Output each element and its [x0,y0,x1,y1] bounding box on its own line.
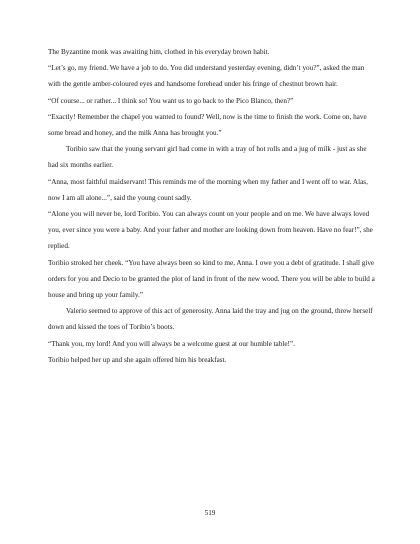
paragraph: “Thank you, my lord! And you will always be a welcome guest at our humble table!”. [48,339,295,348]
paragraph: “Exactly! Remember the chapel you wanted to found? Well, now is the time to finish the work. Come on, have some bread and honey, and the milk Anna has brought you.” [48,112,367,138]
body-text [48,44,375,368]
paragraph: “Anna, most faithful maidservant! This reminds me of the morning when my father and I went off to war. Alas, now I am all alone...”, said the young count sadly. [48,177,368,202]
paragraph: “Let’s go, my friend. We have a job to do. You did understand yesterday evening, didn’t you?”, asked the man with the gentle amber-coloured eyes and handsome forehead under his fringe of chestnut brown hair. [48,64,365,89]
paragraph: Toribio stroked her cheek. “You have always been so kind to me, Anna. I owe you a debt of gratitude. I shall give orders for you and Decio to be granted the plot of land in front of the new wood. There you will be able to build a house and bring up your family.” [48,258,375,300]
paragraph: “Alone you will never be, lord Toribio. You can always count on your people and on me. We have always loved you, ever since you were a baby. And your father and mother are looking down from heaven. Have no fear!”, she replied. [48,210,373,251]
page-number: 519 [204,509,216,517]
paragraph: “Of course... or rather... I think so! You want us to go back to the Pico Blanco, then?” [48,96,294,105]
paragraph: Valerio seemed to approve of this act of generosity. Anna laid the tray and jug on the ground, threw herself down and kissed the toes of Toribio’s boots. [48,307,373,332]
paragraph: The Byzantine monk was awaiting him, clothed in his everyday brown habit. [48,48,270,56]
paragraph: Toribio helped her up and she again offered him his breakfast. [48,355,227,364]
paragraph: Toribio saw that the young servant girl had come in with a tray of hot rolls and a jug of milk - just as she had six months earlier. [48,145,367,170]
